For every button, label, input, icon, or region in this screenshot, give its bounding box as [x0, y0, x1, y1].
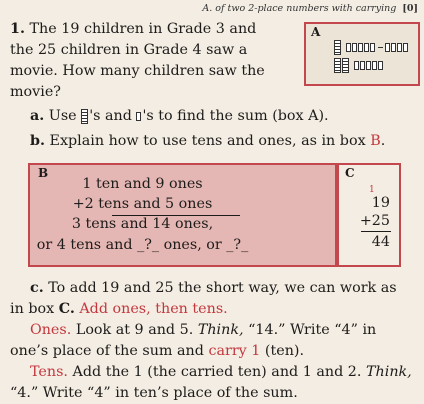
part-b-box-ref: B: [370, 133, 381, 149]
box-c: [337, 163, 401, 267]
place-value-blocks: [334, 40, 416, 76]
problem-line-1: The 19 children in Grade 3 and: [29, 21, 257, 37]
explanation-text: [10, 278, 418, 404]
ones-step-line-2: [10, 341, 418, 362]
running-head-text: A. of two 2-place numbers with carrying: [202, 3, 397, 14]
ten-block-icon: [342, 58, 349, 73]
tens-text-1: Add the 1 (the carried ten) and 1 and 2.: [67, 364, 362, 380]
tens-think: Think,: [366, 364, 412, 380]
part-a-text: Use: [48, 108, 77, 124]
part-c-line-2: [10, 299, 418, 320]
tens-ones-row-2: [334, 58, 416, 72]
problem-text: [10, 19, 295, 103]
ones-title: Ones.: [30, 322, 72, 338]
part-a-text-2: 's and: [89, 108, 132, 124]
part-c-box-ref: C.: [58, 301, 75, 317]
problem-number: 1.: [10, 21, 25, 37]
part-b: [30, 131, 385, 151]
ones-step: [10, 320, 418, 341]
part-c-line-1: To add 19 and 25 the short way, we can work as: [48, 280, 397, 296]
box-b-line-2: +2 tens and 5 ones: [72, 196, 213, 212]
part-b-letter: b.: [30, 133, 45, 149]
ones-text-2: “14.” Write “4” in: [243, 322, 377, 338]
ones-carry: carry 1: [208, 343, 261, 359]
problem-line-4: movie?: [10, 84, 61, 100]
running-header: [202, 3, 418, 14]
box-b-label: B: [38, 166, 49, 180]
tens-step: [10, 362, 418, 383]
tens-line-2: “4.” Write “4” in ten’s place of the sum.: [10, 385, 298, 401]
one-block-icon: [136, 112, 141, 121]
part-b-dot: .: [380, 133, 386, 149]
ten-block-icon: [81, 109, 88, 124]
box-b: [28, 163, 337, 267]
part-c-letter: c.: [30, 280, 44, 296]
part-c-line-2a: in box: [10, 301, 55, 317]
part-c: [10, 278, 418, 299]
problem-line-3: movie. How many children saw the: [10, 63, 265, 79]
ones-line-2b: (ten).: [264, 343, 305, 359]
part-a: [30, 106, 329, 126]
ten-block-icon: [334, 40, 341, 55]
box-a-label: A: [311, 25, 321, 39]
part-a-letter: a.: [30, 108, 45, 124]
box-b-line-1: 1 ten and 9 ones: [82, 176, 203, 192]
part-b-text: Explain how to use tens and ones, as in box: [49, 133, 366, 149]
part-c-emphasis: Add ones, then tens.: [79, 301, 228, 317]
page-number: [0]: [402, 3, 418, 14]
box-a: [304, 22, 420, 86]
box-b-line-4: or 4 tens and _?_ ones, or _?_: [36, 237, 249, 253]
problem-line-2: the 25 children in Grade 4 saw a: [10, 42, 248, 58]
addend-2: +25: [359, 213, 390, 229]
tens-title: Tens.: [30, 364, 68, 380]
tens-ones-row-1: [334, 40, 416, 54]
sum-rule: [361, 231, 391, 232]
ones-think: Think,: [197, 322, 244, 338]
addend-1: 19: [371, 195, 390, 211]
sum-result: 44: [371, 234, 390, 250]
carry-digit: 1: [369, 185, 375, 195]
box-c-label: C: [345, 166, 355, 180]
ones-text-1: Look at 9 and 5.: [71, 322, 194, 338]
ones-line-2a: one’s place of the sum and: [10, 343, 204, 359]
part-a-text-3: 's to find the sum (box A).: [142, 108, 329, 124]
box-b-line-3: 3 tens and 14 ones,: [71, 216, 214, 232]
ten-block-icon: [334, 58, 341, 73]
